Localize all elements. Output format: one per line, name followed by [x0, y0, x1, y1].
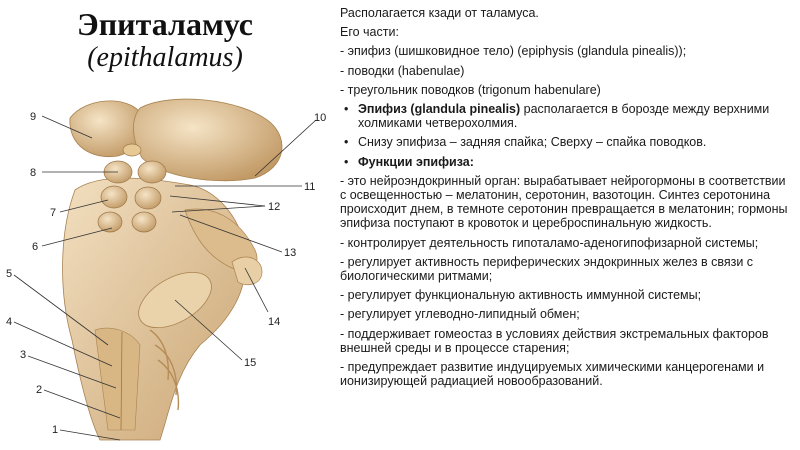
label-8: 8	[30, 167, 37, 179]
label-2: 2	[36, 384, 43, 396]
label-9: 9	[30, 111, 37, 123]
label-1: 1	[52, 424, 59, 436]
label-13: 13	[284, 247, 297, 259]
part-item: - поводки (habenulae)	[340, 63, 465, 78]
bullet-functions-heading	[340, 155, 792, 169]
label-3: 3	[20, 349, 27, 361]
intro-text: Располагается кзади от таламуса.	[340, 6, 539, 20]
label-7: 7	[50, 207, 57, 219]
bullet-commissures	[340, 135, 792, 149]
function-item: - регулирует активность периферических эндокринных желез в связи с биологическими ритмами;	[340, 254, 754, 284]
function-item: - поддерживает гомеостаз в условиях действия экстремальных факторов внешней среды и в процессе старения;	[340, 326, 769, 355]
function-item: - регулирует углеводно-липидный обмен;	[340, 307, 580, 322]
label-14: 14	[268, 316, 281, 328]
label-6: 6	[32, 241, 39, 253]
pineal-body	[123, 144, 141, 156]
label-4: 4	[6, 316, 13, 328]
label-11: 11	[304, 181, 316, 193]
function-item: - это нейроэндокринный орган: вырабатывает нейрогормоны в соответствии с освещенностью – мелатонин, серотонин, вазотоцин. Синтез серотонина происходит днем, в темноте серотонин превращается в мелатонин; гормоны эпифиза поступают в кровоток и цереброспинальную жидкость.	[340, 173, 788, 231]
bullet-bold-text: Эпифиз (glandula pinealis)	[358, 102, 521, 117]
bullet-bold-text: Функции эпифиза:	[358, 154, 474, 169]
part-item: - треугольник поводков (trigonum habenulare)	[340, 82, 601, 97]
part-item: - эпифиз (шишковидное тело) (epiphysis (glandula pinealis));	[340, 44, 687, 59]
bullet-dot: •	[344, 154, 349, 169]
function-item: - предупреждает развитие индуцируемых химическими канцерогенами и ионизирующей радиацией новообразований.	[340, 360, 765, 389]
label-5: 5	[6, 268, 13, 280]
bullet-dot: •	[344, 102, 349, 117]
slide-subtitle: (epithalamus)	[87, 42, 243, 73]
function-item: - контролирует деятельность гипоталамо-аденогипофизарной системы;	[340, 235, 759, 250]
text-column	[340, 6, 792, 393]
title-block	[0, 6, 330, 74]
label-15: 15	[244, 357, 257, 369]
brainstem-illustration	[0, 88, 330, 450]
bullet-text: Снизу эпифиза – задняя спайка; Сверху – спайка поводков.	[358, 135, 707, 150]
function-item: - регулирует функциональную активность иммунной системы;	[340, 288, 702, 303]
bullet-text: располагается в борозде между верхними холмиками четверохолмия.	[358, 102, 770, 131]
slide-title: Эпиталамус	[77, 6, 253, 42]
bullet-dot: •	[344, 135, 349, 150]
label-12: 12	[268, 201, 281, 213]
bullet-pineal-location	[340, 102, 792, 130]
parts-heading: Его части:	[340, 25, 399, 40]
label-10: 10	[314, 112, 327, 124]
